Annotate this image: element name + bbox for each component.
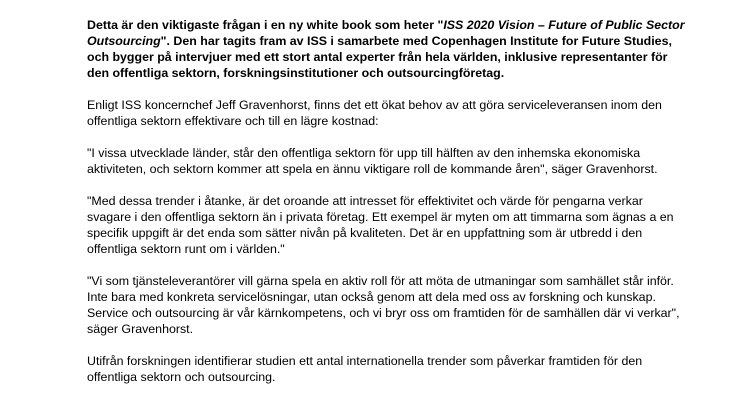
intro-paragraph	[87, 17, 687, 81]
quote-paragraph-2: "Med dessa trender i åtanke, är det oroande att intresset för effektivitet och värde för pengarna verkar svagare i den offentliga sektorn än i privata företag. Ett exempel är myten om att timmarna som ägnas a en specifik uppgift är det enda som sätter nivån på kvaliteten. Det är en uppfattning som är utbredd i den offentliga sektorn runt om i världen."	[87, 194, 674, 256]
quote-paragraph-3: "Vi som tjänsteleverantörer vill gärna spela en aktiv roll för att möta de utmaningar som samhället står inför. Inte bara med konkreta servicelösningar, utan också genom att dela med oss av forskning och kunskap. Service och outsourcing är vår kärnkompetens, och vi bryr oss om framtiden för de samhällen där vi verkar", säger Gravenhorst.	[87, 274, 680, 336]
document-body	[87, 17, 687, 401]
intro-part1: Detta är den viktigaste frågan i en ny white book som heter "	[87, 18, 444, 32]
paragraph-ceo-statement: Enligt ISS koncernchef Jeff Gravenhorst, finns det ett ökat behov av att göra serviceleveransen inom den offentliga sektorn effektivare och till en lägre kostnad:	[87, 98, 662, 128]
quote-paragraph-1: "I vissa utvecklade länder, står den offentliga sektorn för upp till hälften av den inhemska ekonomiska aktiviteten, och sektorn kommer att spela en ännu viktigare roll de kommande åren", säger Gravenhorst.	[87, 146, 658, 176]
intro-part2: ". Den har tagits fram av ISS i samarbete med Copenhagen Institute for Future Studies, och bygger på intervjuer med ett stort antal experter från hela världen, inklusive representanter för den offentliga sektorn, forskningsinstitutioner och outsourcingföretag.	[87, 34, 672, 80]
trends-paragraph: Utifrån forskningen identifierar studien ett antal internationella trender som påverkar framtiden för den offentliga sektorn och outsourcing.	[87, 354, 643, 384]
white-book-title: ISS 2020 Vision – Future of Public Sector Outsourcing	[87, 18, 685, 48]
